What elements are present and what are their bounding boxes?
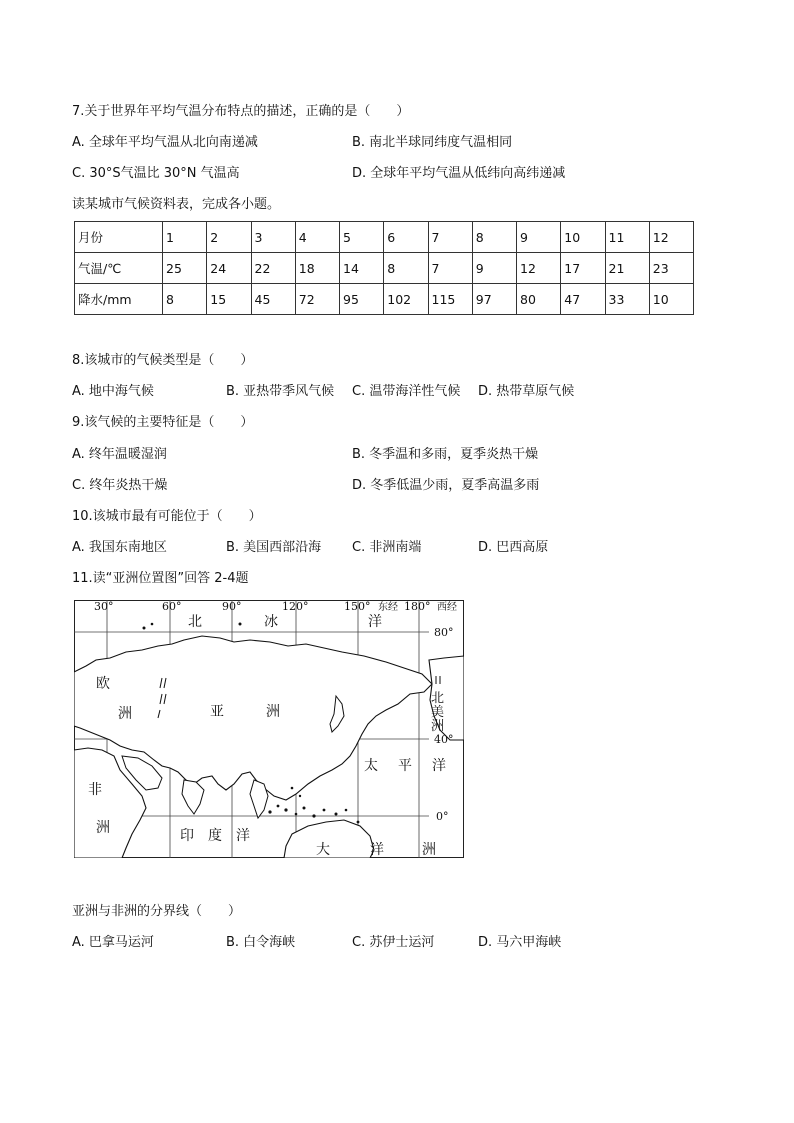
q7-option-c: C. 30°S气温比 30°N 气温高 [72, 166, 240, 181]
pacific-label-3: 洋 [432, 758, 446, 774]
table-cell: 2 [207, 222, 251, 253]
table-cell: 24 [207, 253, 251, 284]
q8-stem: 8.该城市的气候类型是（ ） [72, 353, 254, 368]
table-cell: 9 [472, 253, 516, 284]
lon-label-60: 60° [162, 600, 182, 613]
table-cell: 102 [384, 284, 428, 315]
q7-stem: 7.关于世界年平均气温分布特点的描述，正确的是（ ） [72, 104, 410, 119]
table-cell: 18 [295, 253, 339, 284]
table-cell: 6 [384, 222, 428, 253]
table-cell: 33 [605, 284, 649, 315]
europe-label-1: 欧 [96, 676, 110, 692]
oceania-label-3: 洲 [422, 842, 436, 858]
table-cell: 21 [605, 253, 649, 284]
pacific-label-1: 太 [364, 758, 378, 774]
lat-label-80: 80° [434, 626, 454, 639]
table-cell: 7 [428, 222, 472, 253]
boundary-option-b: B. 白令海峡 [226, 935, 296, 950]
q7-option-b: B. 南北半球同纬度气温相同 [352, 135, 513, 150]
row-label: 月份 [75, 222, 163, 253]
q10-option-b: B. 美国西部沿海 [226, 540, 322, 555]
q8-option-a: A. 地中海气候 [72, 384, 154, 399]
q9-option-d: D. 冬季低温少雨，夏季高温多雨 [352, 478, 540, 493]
table-cell: 97 [472, 284, 516, 315]
table-cell: 1 [163, 222, 207, 253]
q7-option-a: A. 全球年平均气温从北向南递减 [72, 135, 258, 150]
table-cell: 10 [561, 222, 605, 253]
precipitation-row [75, 284, 694, 315]
q10-option-a: A. 我国东南地区 [72, 540, 167, 555]
africa-label-1: 非 [88, 782, 102, 798]
table-cell: 25 [163, 253, 207, 284]
indian-ocean-label-3: 洋 [236, 828, 250, 844]
north-america-label-1: 北 [431, 691, 445, 706]
north-america-label-3: 洲 [431, 719, 445, 734]
lon-label-east: 东经 [378, 602, 398, 613]
lat-label-40: 40° [434, 733, 454, 746]
map-graphic [74, 600, 464, 858]
table-cell: 7 [428, 253, 472, 284]
boundary-option-d: D. 马六甲海峡 [478, 935, 562, 950]
lon-label-150: 150° [344, 600, 371, 613]
table-cell: 11 [605, 222, 649, 253]
table-cell: 4 [295, 222, 339, 253]
oceania-label-1: 大 [316, 842, 330, 858]
q9-option-b: B. 冬季温和多雨，夏季炎热干燥 [352, 447, 539, 462]
q9-option-c: C. 终年炎热干燥 [72, 478, 168, 493]
q10-option-c: C. 非洲南端 [352, 540, 422, 555]
table-intro: 读某城市气候资料表，完成各小题。 [72, 197, 281, 212]
q9-stem: 9.该气候的主要特征是（ ） [72, 415, 254, 430]
asia-label-2: 洲 [266, 704, 280, 720]
q8-option-c: C. 温带海洋性气候 [352, 384, 461, 399]
lon-label-90: 90° [222, 600, 242, 613]
q7-option-d: D. 全球年平均气温从低纬向高纬递减 [352, 166, 566, 181]
asia-label-1: 亚 [210, 704, 224, 720]
lon-label-120: 120° [282, 600, 309, 613]
table-cell: 115 [428, 284, 472, 315]
table-cell: 10 [649, 284, 693, 315]
lon-label-west: 西经 [437, 602, 457, 613]
table-cell: 95 [340, 284, 384, 315]
q11-stem: 11.读“亚洲位置图”回答 2-4题 [72, 571, 249, 586]
table-cell: 72 [295, 284, 339, 315]
north-america-label-2: 美 [431, 705, 445, 720]
boundary-question-stem: 亚洲与非洲的分界线（ ） [72, 904, 242, 919]
boundary-option-a: A. 巴拿马运河 [72, 935, 154, 950]
table-cell: 23 [649, 253, 693, 284]
table-cell: 3 [251, 222, 295, 253]
table-cell: 22 [251, 253, 295, 284]
month-row [75, 222, 694, 253]
indian-ocean-label-1: 印 [180, 828, 194, 844]
lon-label-180: 180° [404, 600, 431, 613]
boundary-option-c: C. 苏伊士运河 [352, 935, 435, 950]
pacific-label-2: 平 [398, 758, 412, 774]
asia-location-map [74, 600, 464, 858]
table-cell: 8 [472, 222, 516, 253]
oceania-label-2: 洋 [370, 842, 384, 858]
climate-table [74, 221, 694, 315]
table-cell: 80 [517, 284, 561, 315]
table-cell: 8 [163, 284, 207, 315]
q8-option-b: B. 亚热带季风气候 [226, 384, 335, 399]
africa-label-2: 洲 [96, 820, 110, 836]
europe-label-2: 洲 [118, 706, 132, 722]
table-cell: 12 [517, 253, 561, 284]
table-cell: 17 [561, 253, 605, 284]
q10-stem: 10.该城市最有可能位于（ ） [72, 509, 262, 524]
arctic-label-2: 冰 [264, 614, 278, 630]
temperature-row [75, 253, 694, 284]
lat-label-0: 0° [436, 810, 449, 823]
indian-ocean-label-2: 度 [208, 828, 222, 844]
row-label: 降水/mm [75, 284, 163, 315]
lon-label-30: 30° [94, 600, 114, 613]
q10-option-d: D. 巴西高原 [478, 540, 549, 555]
row-label: 气温/℃ [75, 253, 163, 284]
table-cell: 8 [384, 253, 428, 284]
table-cell: 5 [340, 222, 384, 253]
arctic-label-1: 北 [188, 614, 202, 630]
arctic-label-3: 洋 [368, 614, 382, 630]
table-cell: 9 [517, 222, 561, 253]
table-cell: 45 [251, 284, 295, 315]
table-cell: 15 [207, 284, 251, 315]
table-cell: 12 [649, 222, 693, 253]
table-cell: 47 [561, 284, 605, 315]
q8-option-d: D. 热带草原气候 [478, 384, 575, 399]
table-cell: 14 [340, 253, 384, 284]
q9-option-a: A. 终年温暖湿润 [72, 447, 167, 462]
